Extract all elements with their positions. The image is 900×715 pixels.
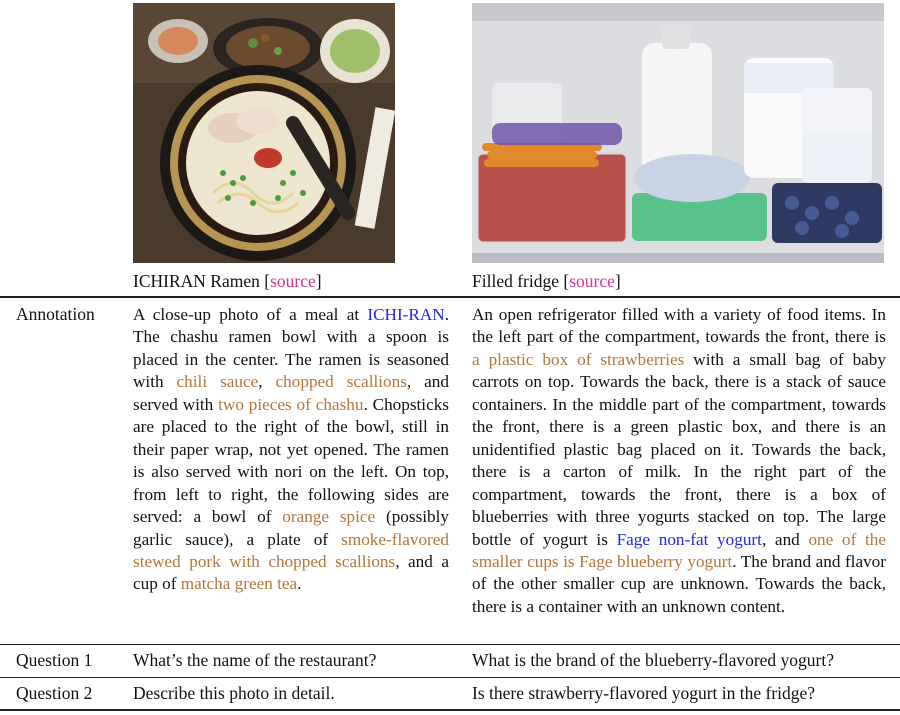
right-caption-title: Filled fridge: [472, 271, 559, 291]
left-caption-title: ICHIRAN Ramen: [133, 271, 260, 291]
left-annotation: [133, 304, 449, 596]
right-annotation-text: . The brand and flavor of the other smaller cup are unknown. Towards the back, there is a container with an unknown content.: [472, 551, 886, 616]
right-annotation-highlight: a plastic box of strawberries: [472, 349, 685, 369]
ramen-photo: [133, 3, 395, 263]
right-annotation-highlight: one of the smaller cups is Fage blueberry yogurt: [472, 529, 886, 571]
left-annotation-highlight: orange spice: [282, 507, 376, 527]
right-annotation-highlight: Fage non-fat yogurt: [616, 529, 762, 549]
left-annotation-highlight: two pieces of chashu: [218, 394, 364, 414]
table-top-rule: [0, 296, 900, 298]
right-annotation-text: with a small bag of baby carrots on top. Towards the back, there is a stack of sauce containers. In the middle part of the compartment, towards the front, there is a green plastic box, and there is an unidentified plastic bag placed on it. Towards the back, there is a carton of milk. In the right part of the compartment, towards the front, there is a box of blueberries with three yogurts stacked on top. The large bottle of yogurt is: [472, 349, 886, 549]
left-annotation-highlight: chopped scallions: [275, 372, 407, 392]
left-annotation-text: , and served with: [133, 372, 449, 414]
right-annotation-text: An open refrigerator filled with a variety of food items. In the left part of the compartment, towards the front, there is: [472, 305, 886, 347]
left-source-link[interactable]: source: [270, 271, 316, 291]
left-annotation-text: A close-up photo of a meal at: [133, 305, 368, 324]
fridge-photo: [472, 3, 884, 263]
question-1-label: Question 1: [16, 650, 93, 670]
question-1-right: What is the brand of the blueberry-flavored yogurt?: [472, 650, 835, 670]
left-annotation-highlight: chili sauce: [176, 372, 259, 392]
question-2-right: Is there strawberry-flavored yogurt in the fridge?: [472, 683, 816, 703]
left-annotation-highlight: ICHI-RAN: [367, 305, 445, 324]
left-annotation-text: (possibly garlic sauce), a plate of: [133, 507, 450, 549]
left-annotation-highlight: smoke-flavored stewed pork with chopped scallions: [133, 529, 449, 571]
right-annotation-text: , and: [761, 529, 809, 549]
left-annotation-text: .: [297, 574, 302, 594]
annotation-label: Annotation: [16, 304, 95, 324]
left-caption: ICHIRAN Ramen [source]: [133, 271, 322, 291]
left-annotation-text: . Chopsticks are placed to the right of the bowl, still in their paper wrap, not yet opened. The ramen is also served with nori on the left. On top, from left to right, the following sides are served: a bowl of: [133, 394, 449, 527]
right-caption: Filled fridge [source]: [472, 271, 621, 291]
table-bottom-rule: [0, 709, 900, 711]
table-mid-rule-2: [0, 677, 900, 678]
left-annotation-text: , and a cup of: [133, 551, 449, 594]
right-annotation: [472, 304, 886, 618]
question-2-left: Describe this photo in detail.: [133, 683, 335, 703]
question-1-left: What’s the name of the restaurant?: [133, 650, 377, 670]
question-2-label: Question 2: [16, 683, 93, 703]
right-source-link[interactable]: source: [569, 271, 615, 291]
left-annotation-highlight: matcha green tea: [180, 574, 298, 594]
table-mid-rule-1: [0, 644, 900, 645]
left-annotation-text: . The chashu ramen bowl with a spoon is placed in the center. The ramen is seasoned with: [133, 305, 449, 392]
left-annotation-text: ,: [258, 372, 276, 392]
